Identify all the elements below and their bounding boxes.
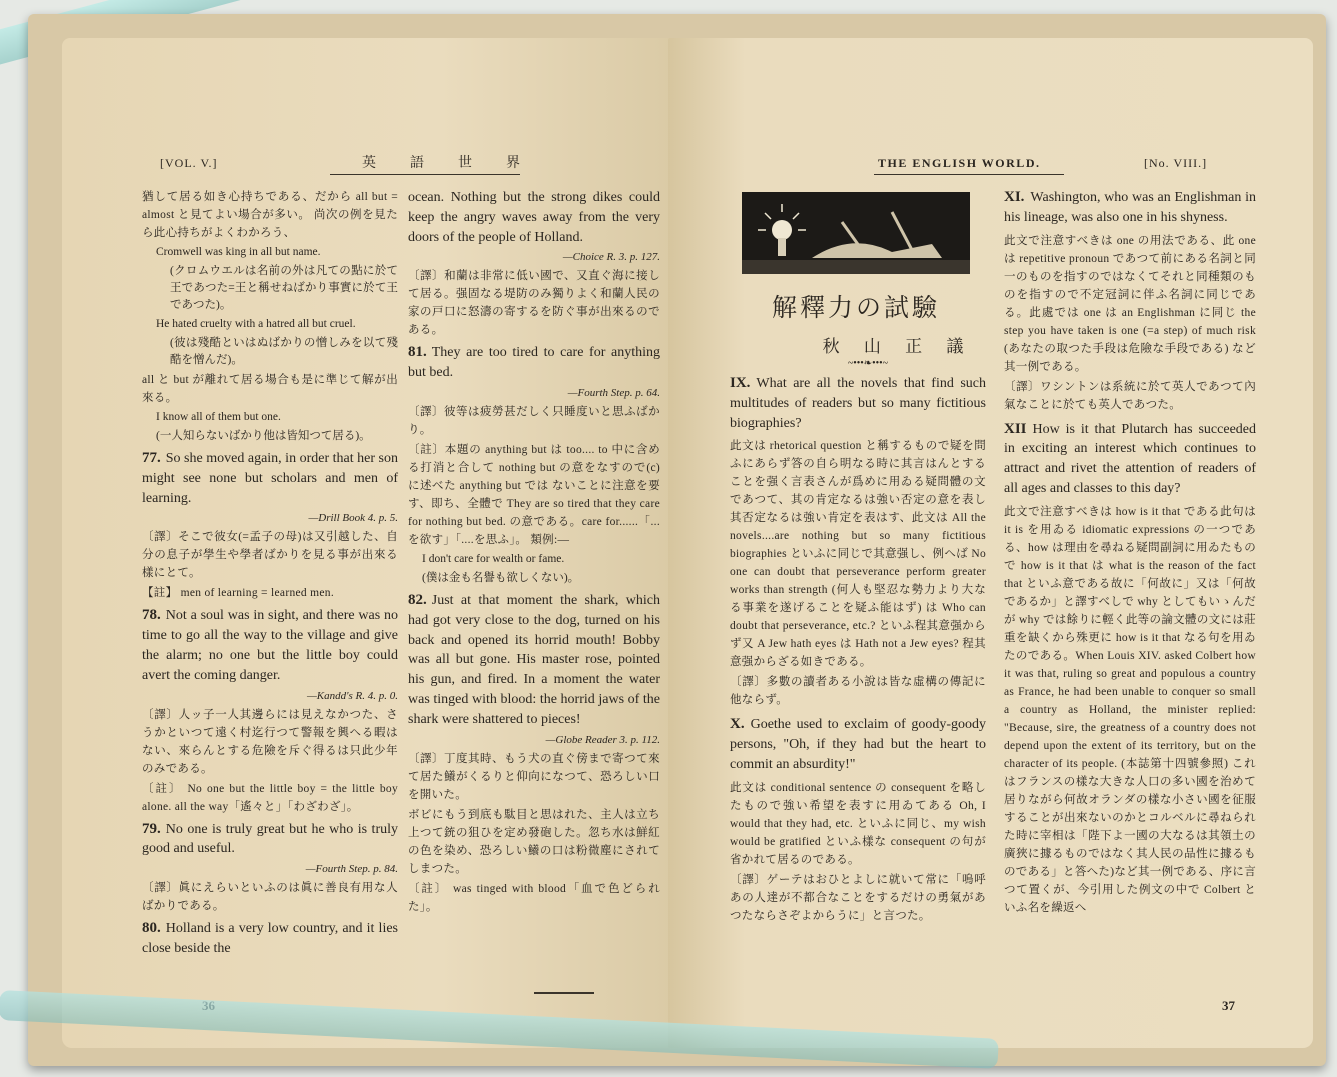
running-head-volume: [VOL. V.]	[160, 156, 218, 170]
exercise-77	[142, 449, 398, 508]
exercise-80	[142, 919, 398, 959]
exercise-80-continued: ocean. Nothing but the strong dikes could keep the angry waves away from the very doors of the people of Holland.	[408, 190, 660, 245]
candle-book-icon	[742, 192, 970, 274]
running-head-title: THE ENGLISH WORLD.	[878, 156, 1041, 170]
exercise-text: So she moved again, in order that her son might see none but scholars and men of learning.	[142, 451, 398, 506]
left-page	[62, 38, 690, 1048]
running-head-rule	[874, 174, 1064, 175]
exercise-number: 80.	[142, 920, 161, 937]
translation: 〔譯〕丁度其時、もう犬の直ぐ傍まで寄つて來て居た鱶がくるりと仰向になつて、恐ろしい口を開いた。	[408, 752, 660, 801]
source-citation: —Kandd's R. 4. p. 0.	[307, 689, 398, 702]
section-end-rule	[534, 992, 594, 994]
article-vignette-illustration	[742, 192, 970, 274]
article-title: 解釋力の試驗	[771, 295, 940, 322]
source-citation: —Fourth Step. p. 84.	[305, 863, 398, 876]
example-line: Cromwell was king in all but name.	[156, 246, 321, 258]
exercise-XII	[1004, 420, 1256, 499]
note-text: all と but が離れて居る場合も是に準じて解が出來る。	[142, 374, 398, 404]
explanation: 此文は conditional sentence の consequent を略したもので強い希望を表すに用ゐてある Oh, I would that they had, etc. といふに同じ、my wish would be gratified といふ樣な consequent の句が省かれて居るのである。	[730, 781, 986, 866]
exercise-text: They are too tired to care for anything but bed.	[408, 345, 660, 381]
example-line: He hated cruelty with a hatred all but cruel.	[156, 318, 356, 330]
example-translation: (クロムウエルは名前の外は凡ての點に於て王であつた=王と稱せねばかり事實に於て王であつた)。	[170, 265, 398, 311]
exercise-number: X.	[730, 716, 745, 733]
exercise-78	[142, 606, 398, 685]
exercise-XI	[1004, 188, 1256, 228]
example-translation: (彼は殘酷といはぬばかりの憎しみを以て殘酷を憎んだ)。	[170, 337, 398, 366]
exercise-text: No one is truly great but he who is truly good and useful.	[142, 821, 398, 857]
running-head-title: 英 語 世 界	[362, 156, 530, 171]
translation-continued: ボビにもう到底も駄目と思はれた、主人は立ち上つて銃の狙ひを定め發砲した。忽ち水は鮮紅の色を染め、恐ろしい鱶の口は粉微塵にされてしまつた。	[408, 808, 660, 875]
left-column-1	[142, 188, 398, 961]
translation: 〔譯〕和蘭は非常に低い國で、又直ぐ海に接して居る。强固なる堤防のみ獨りよく和蘭人民の家の戸口に怒濤の寄するを防ぐ事が出來るのである。	[408, 270, 660, 337]
example-translation: (僕は金も名譽も欲しくない)。	[422, 571, 580, 584]
exercise-text: Goethe used to exclaim of goody-goody persons, "Oh, if they had but the heart to commit an absurdity!"	[730, 717, 986, 772]
book-spread	[28, 14, 1326, 1066]
translation: 〔譯〕ゲーテはおひとよしに就いて常に「嗚呼あの人達が不都合なことをするだけの勇氣があつたならさぞよからうに」と言つた。	[730, 873, 986, 922]
exercise-text: Holland is a very low country, and it lies close beside the	[142, 921, 398, 956]
exercise-number: 82.	[408, 591, 427, 608]
explanation: 此文で注意すべきは how is it that である此句は it is を用ゐる idiomatic expressions の一つである、how は理由を尋ねる疑問副詞に用ゐたもので how is it that は what is the reason of the fact that といふ意である故に「何故に」又は「何故であるか」と譯すべしで why としてもいゝんだが why では餘りに輕く此等の論文體の文には莊重を缺くから殊更に how is it that なる句を用ゐたのである。When Louis XIV. asked Colbert how it was that, ruling so great and populous a country as France, he had been unable to conquer so small a country as Holland, the minister replied: "Because, sire, the greatness of a country does not depend upon the extent of its territory, but on the character of its people. (本誌第十四號參照) これはフランスの樣な大きな人口の多い國を治めて居りながら何故オランダの樣な小さい國を征服することが出來ないのかとコルベルに尋ねられた時に宰相は「陛下よ一國の大なるは其領土の廣狹に據るものではなく其人民の品性に據るものである」と答へた)など其一例である、序に言つて置くが、今引用した例文の中で Colbert といふ名を繰返へ	[1004, 505, 1256, 914]
example-line: I don't care for wealth or fame.	[422, 552, 565, 565]
annotation: 〔註〕 was tinged with blood「血で色どられた」。	[408, 882, 660, 913]
source-citation: —Globe Reader 3. p. 112.	[545, 733, 660, 746]
left-column-2	[408, 188, 660, 918]
exercise-number: 79.	[142, 820, 161, 837]
exercise-X	[730, 715, 986, 774]
translation: 〔譯〕人ッ子一人其邊らには見えなかつた、さうかといつて遠く村迄行つて警報を興へる暇はない、來らんとする危險を斥ぐ得るは只此少年のみである。	[142, 708, 398, 775]
source-citation: —Fourth Step. p. 64.	[567, 386, 660, 399]
exercise-82	[408, 591, 660, 730]
exercise-IX	[730, 374, 986, 433]
exercise-number: XI.	[1004, 189, 1025, 205]
exercise-number: 77.	[142, 450, 161, 466]
running-head-number: [No. VIII.]	[1144, 156, 1208, 170]
translation: 〔譯〕彼等は疲勞甚だしく只睡度いと思ふばかり。	[408, 405, 660, 436]
source-citation: —Drill Book 4. p. 5.	[308, 512, 398, 525]
page-number-right: 37	[1222, 998, 1235, 1013]
example-line: I know all of them but one.	[156, 411, 281, 423]
right-page	[668, 38, 1313, 1048]
exercise-text: Not a soul was in sight, and there was no time to go all the way to the village and give the alarm; no one but the little boy could avert the coming danger.	[142, 608, 398, 683]
example-translation: (一人知らないばかり他は皆知つて居る)。	[156, 430, 371, 442]
exercise-number: IX.	[730, 375, 751, 391]
annotation: 【註】 men of learning = learned men.	[142, 587, 335, 600]
article-author: 秋 山 正 議	[822, 337, 974, 356]
translation: 〔譯〕そこで彼女(=孟子の母)は又引越した、自分の息子が學生や學者ばかりを見る事が出來る樣にとて。	[142, 531, 398, 580]
translation: 〔譯〕多數の讀者ある小說は皆な虛構の傳記に他ならず。	[730, 676, 986, 707]
translation: 〔譯〕眞にえらいといふのは眞に善良有用な人ばかりである。	[142, 882, 398, 913]
exercise-81	[408, 343, 660, 383]
exercise-number: 81.	[408, 344, 427, 361]
exercise-number: XII	[1004, 420, 1027, 437]
translation: 〔譯〕ワシントンは系統に於て英人であつて內氣なことに於ても英人であつた。	[1004, 380, 1256, 411]
explanation: 此文は rhetorical question と稱するもので疑を問ふにあらず答の自ら明なる時に其言はんとすることを强く言表さんが爲めに用ゐる疑問體の文であつて、其の肯定なるは強い否定の意を表し其否定なるは強い肯定を表はす、此文は All the novels....are nothing but so many fictitious biographies といふに同じで其意强し、例へば No one can doubt that perseverance perform greater works than strength (何人も堅忍な勢力より大なる事業を遂げることを疑ふ能はず) は Who can doubt that perseverance, etc.? といふ程其意强からず又 A Jew hath eyes は Hath not a Jew eyes? 程其意强からざる如きである。	[730, 440, 986, 669]
running-head-rule	[330, 174, 520, 175]
annotation: 〔註〕本題の anything but は too.... to 中に含める打消と合して nothing but の意をなすので(c)に述べた anything but では ないことに注意を要す、即ち、全體で They are so tired that they care for nothing but bed. の意である。care for......「...を欲す」「....を思ふ」。 類例:—	[408, 443, 660, 546]
annotation: 〔註〕 No one but the little boy = the little boy alone. all the way「遙々と」「わざわざ」。	[142, 782, 398, 813]
exercise-text: Washington, who was an Englishman in his lineage, was also one in his shyness.	[1004, 190, 1256, 225]
source-citation: —Choice R. 3. p. 127.	[562, 251, 660, 264]
right-column-1	[730, 374, 986, 927]
exercise-text: How is it that Plutarch has succeeded in exciting an interest which continues to attract and rivet the attention of readers of all ages and classes to this day?	[1004, 421, 1256, 496]
exercise-text: What are all the novels that find such multitudes of readers but so many fictitious biographies?	[730, 376, 986, 431]
ornament-divider: ~•••❧•••~	[847, 358, 889, 369]
exercise-number: 78.	[142, 607, 161, 624]
exercise-79	[142, 820, 398, 860]
explanation: 此文で注意すべきは one の用法である、此 one は repetitive pronoun であつて前にある名詞と同一のものを指すのではなくてそれと同種類のものを指すので不定冠詞に伴ふ名詞に同じである。此處では one は an Englishman に同じ the step you have taken is one (=a step) of much risk (あなたの取つた手段は危險な手段である) など其一例である。	[1004, 234, 1256, 373]
exercise-text: Just at that moment the shark, which had got very close to the dog, turned on his back and opened its horrid mouth! Bobby was all but gone. His master rose, pointed his gun, and fired. In a moment the water was tinged with blood: the horrid jaws of the shark were shattered to pieces!	[408, 592, 660, 727]
intro-text: 猶して居る如き心持ちである、だから all but = almost と見てよい場合が多い。 尚次の例を見たら此心持ちがよくわかろう、	[142, 191, 398, 239]
right-column-2	[1004, 188, 1256, 919]
